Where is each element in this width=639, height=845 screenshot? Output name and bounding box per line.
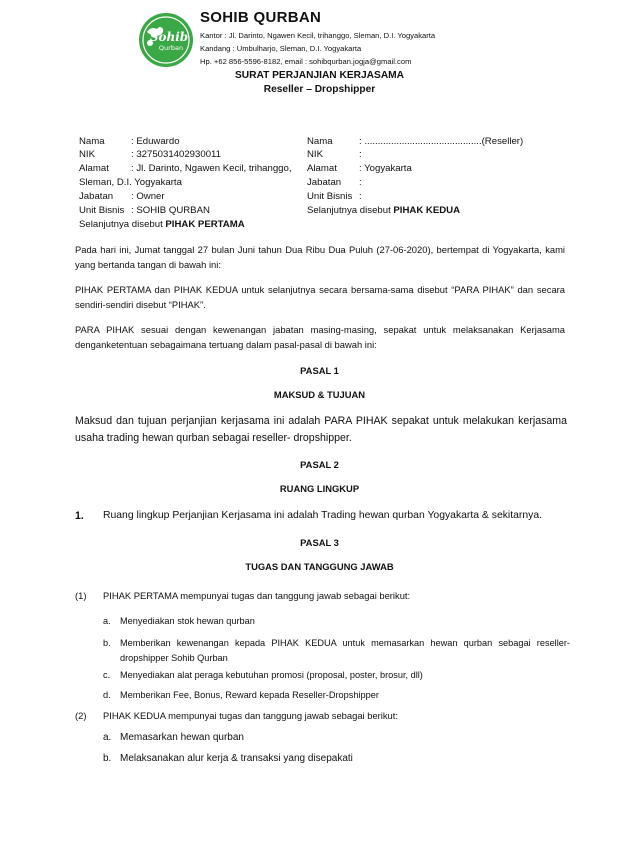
office-address: Kantor : Jl. Darinto, Ngawen Kecil, trihanggo, Sleman, D.I. Yogyakarta: [200, 31, 436, 40]
list-item: Menyediakan stok hewan qurban: [120, 616, 255, 626]
value-jabatan: :: [359, 177, 362, 188]
document-subtitle: Reseller – Dropshipper: [263, 84, 376, 95]
pasal-3-heading: TUGAS DAN TANGGUNG JAWAB: [245, 561, 394, 572]
label-alamat: Alamat: [79, 163, 109, 174]
sebutan-pihak-kedua: PIHAK KEDUA: [393, 205, 461, 216]
label-nik: NIK: [307, 149, 323, 160]
value-nama: : Eduwardo: [131, 136, 180, 147]
sebutan-pihak-pertama: PIHAK PERTAMA: [165, 219, 245, 230]
label-nama: Nama: [307, 136, 333, 147]
intro-paragraph-2: PIHAK PERTAMA dan PIHAK KEDUA untuk selanjutnya secara bersama-sama disebut “PARA PIHAK” dan secara sendiri-sendiri disebut “PIHAK”.: [75, 284, 565, 310]
pasal-1-heading: MAKSUD & TUJUAN: [273, 389, 366, 400]
value-alamat: : Jl. Darinto, Ngawen Kecil, trihanggo,: [131, 163, 292, 174]
list-item-letter: d.: [103, 690, 111, 700]
list-item: Menyediakan alat peraga kebutuhan promosi (proposal, poster, brosur, dll): [120, 670, 423, 680]
section-1-text: PIHAK PERTAMA mempunyai tugas dan tanggung jawab sebagai berikut:: [103, 590, 411, 601]
value-nik: :: [359, 149, 362, 160]
document-title: SURAT PERJANJIAN KERJASAMA: [234, 70, 405, 81]
list-item: Memasarkan hewan qurban: [120, 732, 244, 743]
selanjutnya-kedua: Selanjutnya disebut PIHAK KEDUA: [307, 205, 461, 216]
list-item: Memberikan kewenangan kepada PIHAK KEDUA untuk memasarkan hewan qurban sebagai reseller-dropshipper Sohib Qurban: [120, 638, 570, 663]
list-item: Melaksanakan alur kerja & transaksi yang disepakati: [120, 753, 353, 764]
intro-paragraph-3: PARA PIHAK sesuai dengan kewenangan jabatan masing-masing, sepakat untuk melaksanakan Kerjasama denganketentuan sebagaimana tertuang dalam pasal-pasal di bawah ini:: [75, 324, 565, 350]
logo-text-qurban: Qurban: [158, 44, 184, 52]
pasal-2-number: 1.: [75, 510, 84, 522]
pasal-2-text: Ruang lingkup Perjanjian Kerjasama ini adalah Trading hewan qurban Yogyakarta & sekitarnya.: [103, 510, 542, 521]
pasal-1-title: PASAL 1: [300, 365, 339, 376]
label-jabatan: Jabatan: [79, 191, 114, 202]
value-nama: : ............................................(Reseller): [359, 136, 524, 147]
logo-text-sohib: Sohib: [149, 30, 189, 44]
list-item: Memberikan Fee, Bonus, Reward kepada Reseller-Dropshipper: [120, 690, 379, 700]
label-nama: Nama: [79, 136, 105, 147]
sohib-qurban-logo: [138, 12, 194, 68]
intro-paragraph-1: Pada hari ini, Jumat tanggal 27 bulan Juni tahun Dua Ribu Dua Puluh (27-06-2020), bertempat di Yogyakarta, kami yang bertanda tangan di bawah ini:: [75, 244, 565, 270]
label-unit-bisnis: Unit Bisnis: [307, 191, 353, 202]
label-alamat: Alamat: [307, 163, 337, 174]
section-2-number: (2): [75, 710, 87, 721]
value-nik: : 3275031402930011: [131, 149, 221, 160]
value-alamat: : Yogyakarta: [359, 163, 412, 174]
list-item-letter: a.: [103, 616, 111, 626]
contact-info: Hp. +62 856-5596-8182, email : sohibqurban.jogja@gmail.com: [200, 57, 412, 66]
value-unit-bisnis: : SOHIB QURBAN: [131, 205, 210, 216]
value-unit-bisnis: :: [359, 191, 362, 202]
barn-address: Kandang : Umbulharjo, Sleman, D.I. Yogyakarta: [200, 44, 362, 53]
pasal-1-text: Maksud dan tujuan perjanjian kerjasama ini adalah PARA PIHAK sepakat untuk melakukan kerjasama usaha trading hewan qurban sebagai reseller- dropshipper.: [75, 415, 567, 444]
section-1-number: (1): [75, 590, 87, 601]
list-item-letter: a.: [103, 732, 112, 743]
list-item-letter: b.: [103, 753, 112, 764]
label-nik: NIK: [79, 149, 95, 160]
value-alamat-line2: Sleman, D.I. Yogyakarta: [79, 177, 182, 188]
section-2-text: PIHAK KEDUA mempunyai tugas dan tanggung jawab sebagai berikut:: [103, 710, 398, 721]
selanjutnya-pertama: Selanjutnya disebut PIHAK PERTAMA: [79, 219, 245, 230]
pasal-2-heading: RUANG LINGKUP: [279, 483, 360, 494]
pasal-2-title: PASAL 2: [300, 459, 339, 470]
value-jabatan: : Owner: [131, 191, 165, 202]
list-item-letter: b.: [103, 638, 111, 648]
list-item-letter: c.: [103, 670, 111, 680]
pasal-3-title: PASAL 3: [300, 537, 339, 548]
label-jabatan: Jabatan: [307, 177, 342, 188]
organization-name: SOHIB QURBAN: [200, 9, 322, 26]
label-unit-bisnis: Unit Bisnis: [79, 205, 125, 216]
